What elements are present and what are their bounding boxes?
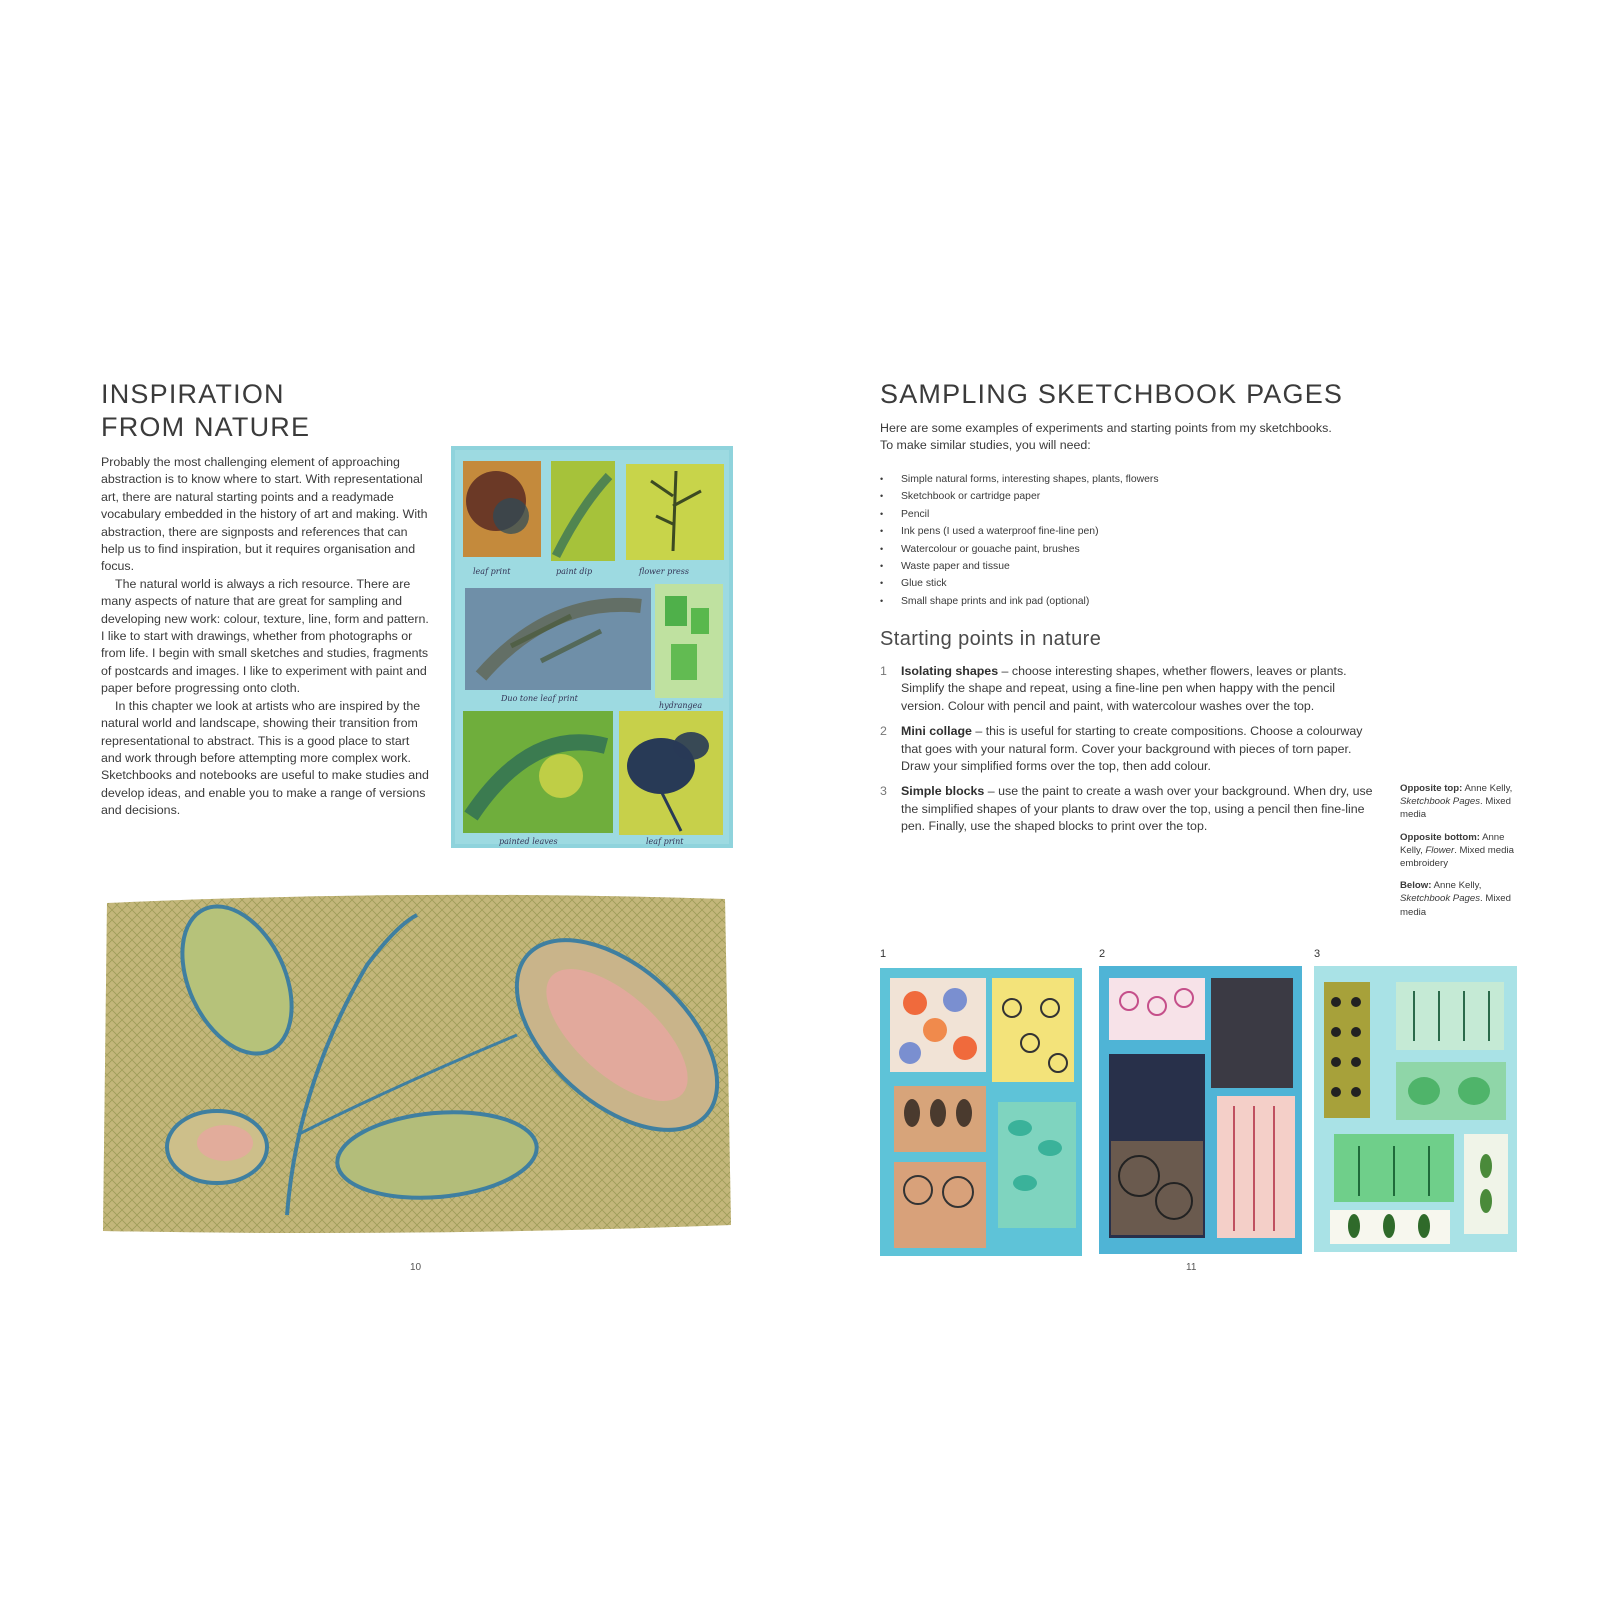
label-paint-dip: paint dip (556, 567, 593, 576)
panel-number-1: 1 (880, 948, 887, 960)
list-item: • Waste paper and tissue (880, 558, 1159, 575)
point-text: – use the paint to create a wash over your background. When dry, use the simplified shapes of your plants to draw over the top, using a pencil then fine-line pen. Finally, use the shaped blocks to print over the top. (901, 784, 1373, 834)
page-number-left: 10 (410, 1262, 422, 1273)
page-title-sampling: SAMPLING SKETCHBOOK PAGES (880, 379, 1344, 409)
sketchbook-photo-top (451, 446, 733, 848)
caption-opposite-bottom: Opposite bottom: Anne Kelly, Flower. Mixed media embroidery (1400, 831, 1514, 870)
intro-line-1: Here are some examples of experiments and starting points from my sketchbooks. (880, 421, 1332, 435)
point-number: 1 (880, 664, 887, 678)
sketchbook-panel-1 (880, 968, 1082, 1256)
paragraph-1: Probably the most challenging element of approaching abstraction is to know where to start. With representational art, there are natural starting points and a readymade vocabulary embedded in the history of art and making. With abstraction, there are signposts and references that can help us to find inspiration, but it requires organisation and focus. (101, 455, 428, 574)
embroidery-photo (97, 885, 737, 1247)
heading-line-2: FROM NATURE (101, 412, 311, 442)
intro-line-2: To make similar studies, you will need: (880, 438, 1091, 453)
label-hydrangea: hydrangea (659, 701, 703, 710)
point-title: Mini collage (901, 724, 972, 739)
caption-below: Below: Anne Kelly, Sketchbook Pages. Mixed media (1400, 880, 1511, 918)
point-title: Simple blocks (901, 784, 985, 799)
list-item (880, 723, 1375, 775)
list-item: • Ink pens (I used a waterproof fine-line pen) (880, 523, 1159, 540)
label-leaf-print-2: leaf print (646, 837, 684, 846)
image-captions (1400, 782, 1525, 928)
point-text: – choose interesting shapes, whether flowers, leaves or plants. Simplify the shape and repeat, using a fine-line pen when happy with the pencil version. Colour with pencil and paint, with watercolour washes over the top. (901, 664, 1347, 713)
page-title-inspiration (101, 378, 310, 444)
subheading-starting-points: Starting points in nature (880, 628, 1102, 650)
label-duo-tone: Duo tone leaf print (501, 694, 578, 703)
list-item: • Simple natural forms, interesting shapes, plants, flowers (880, 471, 1159, 488)
list-item (880, 663, 1375, 715)
paragraph-3: In this chapter we look at artists who are inspired by the natural world and landscape, showing their transition from representational to abstract. This is a good place to start and work through before attempting more complex work. Sketchbooks and notebooks are useful to make studies and develop ideas, and enable you to make a range of versions and decisions. (101, 698, 429, 818)
list-item: • Small shape prints and ink pad (optional) (880, 593, 1159, 610)
caption-opposite-top: Opposite top: Anne Kelly, Sketchbook Pages. Mixed media (1400, 783, 1513, 821)
list-item: • Watercolour or gouache paint, brushes (880, 541, 1159, 558)
label-painted-leaves: painted leaves (499, 837, 558, 846)
panel-number-2: 2 (1099, 948, 1106, 960)
page-number-right: 11 (1186, 1262, 1197, 1273)
sketchbook-panel-2 (1099, 966, 1302, 1254)
heading-line-1: INSPIRATION (101, 379, 285, 409)
intro-text (101, 454, 431, 820)
point-title: Isolating shapes (901, 664, 999, 678)
point-number: 3 (880, 784, 887, 799)
list-item (880, 783, 1375, 835)
starting-points-list (880, 663, 1375, 844)
list-item: • Pencil (880, 506, 1159, 523)
label-flower-press: flower press (639, 567, 689, 576)
sketchbook-panel-3 (1314, 966, 1517, 1252)
label-leaf-print: leaf print (473, 567, 511, 576)
panel-number-3: 3 (1314, 948, 1321, 960)
list-item: • Glue stick (880, 575, 1159, 592)
point-number: 2 (880, 724, 887, 739)
list-item: • Sketchbook or cartridge paper (880, 488, 1159, 505)
paragraph-2: The natural world is always a rich resource. There are many aspects of nature that are great for sampling and developing new work: colour, texture, line, form and pattern. I like to start with drawings, whether from photographs or from life. I begin with small sketches and studies, fragments of postcards and images. I like to experiment with paint and paper before progressing onto cloth. (101, 576, 429, 696)
point-text: – this is useful for starting to create compositions. Choose a colourway that goes with your natural form. Cover your background with pieces of torn paper. Draw your simplified forms over the top, then add colour. (901, 724, 1363, 774)
materials-list (880, 471, 1159, 610)
intro-text-right (880, 420, 1360, 455)
